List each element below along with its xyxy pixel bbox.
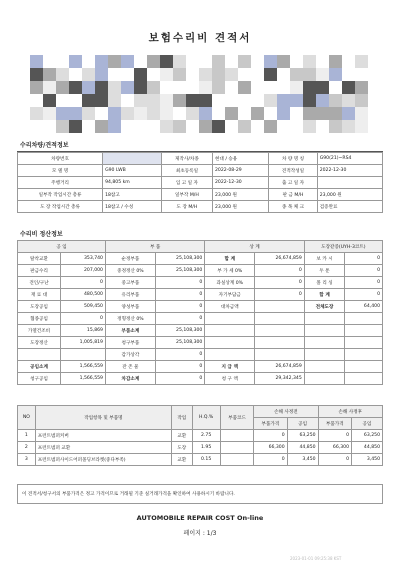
parts-cell: 도장 xyxy=(172,442,192,454)
settle-value: 64,400 xyxy=(345,301,383,313)
mosaic-block xyxy=(186,94,199,107)
parts-cell: 66,300 xyxy=(318,442,351,454)
print-timestamp: 2023-01-01 09:25:38 KST xyxy=(290,556,342,561)
mosaic-block xyxy=(355,55,368,68)
settle-row xyxy=(18,337,383,349)
settle-row xyxy=(18,349,383,361)
settle-label: 과실상계 0% xyxy=(205,277,255,289)
mosaic-block xyxy=(199,68,212,81)
mosaic-block xyxy=(56,107,69,120)
info-value: 2022-12-30 xyxy=(317,165,382,177)
settle-value: 0 xyxy=(61,313,106,325)
mosaic-block xyxy=(238,55,251,68)
parts-cell: 0 xyxy=(254,454,287,466)
info-label: 차 량 명 칭 xyxy=(269,153,317,165)
parts-cell xyxy=(220,430,253,442)
settle-value: 0 xyxy=(155,313,205,325)
mosaic-block xyxy=(329,55,342,68)
info-value: 18참고 / 수성 xyxy=(103,201,162,213)
mosaic-block xyxy=(56,81,69,94)
mosaic-block xyxy=(329,94,342,107)
settle-label: 유리부품 xyxy=(105,289,155,301)
hdr-hq: H.Q.% xyxy=(192,406,220,430)
parts-cell: 프런트범퍼커버 xyxy=(35,430,171,442)
settle-row xyxy=(18,361,383,373)
section-settlement-title: 수리비 정산정보 xyxy=(17,227,383,241)
settle-value: 1,566,559 xyxy=(61,361,106,373)
settle-label: 잔 존 물 xyxy=(105,361,155,373)
parts-cell: 교환 xyxy=(172,430,192,442)
hdr-parts: 부 품 xyxy=(105,241,204,253)
info-value: 검증완료 xyxy=(317,201,382,213)
parts-cell: 44,850 xyxy=(352,442,383,454)
mosaic-block xyxy=(238,81,251,94)
info-label: 모 델 명 xyxy=(18,165,103,177)
info-value: 23,000 원 xyxy=(212,201,268,213)
settle-row xyxy=(18,313,383,325)
parts-row xyxy=(18,454,383,466)
mosaic-block xyxy=(69,107,82,120)
mosaic-block xyxy=(173,94,186,107)
settle-label: 두 툰 xyxy=(304,265,345,277)
settlement-table xyxy=(17,240,383,385)
hdr-own: 손해 사정전 xyxy=(254,406,318,418)
settle-label: 청 구 액 xyxy=(205,373,255,385)
settle-label: 재 료 대 xyxy=(18,289,61,301)
mosaic-block xyxy=(329,68,342,81)
mosaic-block xyxy=(290,94,303,107)
mosaic-block xyxy=(290,68,303,81)
info-value: 18참고 xyxy=(103,189,162,201)
settle-label xyxy=(304,325,345,337)
settle-row xyxy=(18,325,383,337)
settle-label xyxy=(205,313,255,325)
settle-value: 1,005,819 xyxy=(61,337,106,349)
parts-cell: 프런트범퍼 교환 xyxy=(35,442,171,454)
settle-label: 양성부품 xyxy=(105,301,155,313)
settle-value xyxy=(345,325,383,337)
settle-label xyxy=(304,361,345,373)
parts-row xyxy=(18,430,383,442)
parts-cell: 프런트범퍼사이드어퍼몰딩브라켓(중다부족) xyxy=(35,454,171,466)
settle-row xyxy=(18,265,383,277)
settle-label: 협종공임 xyxy=(18,313,61,325)
mosaic-block xyxy=(82,68,95,81)
section-vehicle-info-title: 수리차량/견적정보 xyxy=(17,138,383,152)
mosaic-block xyxy=(95,68,108,81)
parts-row xyxy=(18,442,383,454)
mosaic-block xyxy=(69,81,82,94)
mosaic-block xyxy=(30,55,43,68)
settle-label: 가열건조비 xyxy=(18,325,61,337)
info-value: 2022-08-29 xyxy=(212,165,268,177)
parts-cell: 0 xyxy=(318,430,351,442)
settle-value xyxy=(345,361,383,373)
info-label: 도 장 작업시간 총류 xyxy=(18,201,103,213)
mosaic-block xyxy=(212,55,225,68)
parts-cell: 3,450 xyxy=(352,454,383,466)
mosaic-block xyxy=(121,55,134,68)
settle-value: 0 xyxy=(255,289,305,301)
mosaic-block xyxy=(264,120,277,133)
hdr-code: 부품코드 xyxy=(220,406,253,430)
settle-label: 부품소계 xyxy=(105,325,155,337)
mosaic-block xyxy=(264,68,277,81)
mosaic-block xyxy=(212,68,225,81)
settle-value: 25,108,300 xyxy=(155,325,205,337)
mosaic-block xyxy=(160,68,173,81)
settle-value: 0 xyxy=(155,361,205,373)
settle-value: 0 xyxy=(345,253,383,265)
info-value: 현대 / 승용 xyxy=(212,153,268,165)
info-row xyxy=(18,153,383,165)
info-label: 제작사/차종 xyxy=(161,153,212,165)
mosaic-block xyxy=(355,120,368,133)
mosaic-block xyxy=(95,94,108,107)
info-label: 최초등록일 xyxy=(161,165,212,177)
mosaic-block xyxy=(303,107,316,120)
mosaic-block xyxy=(303,81,316,94)
mosaic-block xyxy=(121,107,134,120)
mosaic-block xyxy=(277,94,290,107)
parts-cell: 3,450 xyxy=(287,454,318,466)
mosaic-block xyxy=(264,94,277,107)
mosaic-block xyxy=(316,81,329,94)
page-number: 페이지 : 1/3 xyxy=(183,530,217,537)
mosaic-block xyxy=(199,107,212,120)
mosaic-block xyxy=(342,107,355,120)
parts-cell: 66,300 xyxy=(254,442,287,454)
info-label: 주행거리 xyxy=(18,177,103,189)
mosaic-block xyxy=(290,81,303,94)
mosaic-block xyxy=(329,120,342,133)
settle-value xyxy=(255,325,305,337)
settle-value: 29,342,345 xyxy=(255,373,305,385)
mosaic-block xyxy=(342,81,355,94)
mosaic-block xyxy=(147,94,160,107)
settle-label: 합 계 xyxy=(304,289,345,301)
mosaic-block xyxy=(212,120,225,133)
mosaic-block xyxy=(212,81,225,94)
settle-label: 자기부담금 xyxy=(205,289,255,301)
settle-label xyxy=(205,349,255,361)
mosaic-block xyxy=(238,120,251,133)
mosaic-block xyxy=(134,94,147,107)
settle-label: 견인/구난 xyxy=(18,277,61,289)
settle-label xyxy=(18,349,61,361)
settle-value xyxy=(255,301,305,313)
info-label: 견적작성일 xyxy=(269,165,317,177)
mosaic-block xyxy=(82,81,95,94)
info-value: 23,000 원 xyxy=(317,189,382,201)
parts-cell: 1.95 xyxy=(192,442,220,454)
parts-cell: 0 xyxy=(254,430,287,442)
settle-label: 청구공임 xyxy=(18,373,61,385)
parts-cell: 0.15 xyxy=(192,454,220,466)
mosaic-block xyxy=(316,68,329,81)
hdr-own-price: 부품가격 xyxy=(254,418,287,430)
hdr-after-price: 부품가격 xyxy=(318,418,351,430)
hdr-after-labor: 공임 xyxy=(352,418,383,430)
mosaic-block xyxy=(277,55,290,68)
settle-value: 480,500 xyxy=(61,289,106,301)
settle-label xyxy=(304,349,345,361)
settle-value: 25,108,300 xyxy=(155,337,205,349)
mosaic-block xyxy=(173,55,186,68)
parts-cell: 1 xyxy=(18,430,36,442)
mosaic-block xyxy=(134,68,147,81)
settle-value: 0 xyxy=(345,277,383,289)
mosaic-block xyxy=(69,55,82,68)
settle-label: 중고부품 xyxy=(105,277,155,289)
parts-cell: 교환 xyxy=(172,454,192,466)
mosaic-block xyxy=(69,120,82,133)
mosaic-block xyxy=(251,107,264,120)
settle-value: 509,450 xyxy=(61,301,106,313)
mosaic-block xyxy=(225,68,238,81)
mosaic-block xyxy=(303,68,316,81)
footer-title: AUTOMOBILE REPAIR COST On-line xyxy=(136,514,264,522)
settle-value xyxy=(345,313,383,325)
settle-row xyxy=(18,253,383,265)
mosaic-block xyxy=(160,94,173,107)
mosaic-block xyxy=(134,107,147,120)
vehicle-info-table xyxy=(17,152,383,213)
settle-row xyxy=(18,289,383,301)
settle-label: 탈착교환 xyxy=(18,253,61,265)
parts-cell: 3 xyxy=(18,454,36,466)
info-label: 일부작 작업시간 총류 xyxy=(18,189,103,201)
mosaic-block xyxy=(342,94,355,107)
mosaic-block xyxy=(173,68,186,81)
document-title: 보험수리비 견적서 xyxy=(148,32,252,44)
info-label: 판 금 M/H xyxy=(269,189,317,201)
settle-label xyxy=(205,337,255,349)
mosaic-block xyxy=(121,81,134,94)
mosaic-block xyxy=(303,94,316,107)
settle-value: 0 xyxy=(345,289,383,301)
settle-value: 0 xyxy=(255,277,305,289)
info-value: 2022-12-30 xyxy=(212,177,268,189)
settle-value xyxy=(345,337,383,349)
settle-row xyxy=(18,277,383,289)
hdr-no: NO xyxy=(18,406,36,430)
settle-value: 0 xyxy=(155,289,205,301)
parts-cell: 2.75 xyxy=(192,430,220,442)
settle-value: 207,000 xyxy=(61,265,106,277)
info-value: 23,000 원 xyxy=(212,189,268,201)
settle-label: 중정정산 0% xyxy=(105,265,155,277)
settle-label: 폴 리 싱 xyxy=(304,277,345,289)
settle-label: 순정부품 xyxy=(105,253,155,265)
mosaic-block xyxy=(160,107,173,120)
mosaic-block xyxy=(264,55,277,68)
settle-value xyxy=(255,337,305,349)
parts-table xyxy=(17,405,383,466)
hdr-item: 작업항목 및 부품명 xyxy=(35,406,171,430)
settle-value: 0 xyxy=(345,265,383,277)
mosaic-block xyxy=(186,107,199,120)
settle-label: 도장공임 xyxy=(18,301,61,313)
settle-label xyxy=(304,373,345,385)
parts-cell: 63,250 xyxy=(352,430,383,442)
settle-value: 1,566,559 xyxy=(61,373,106,385)
settle-label: 보 카 시 xyxy=(304,253,345,265)
hdr-offset: 상 계 xyxy=(205,241,304,253)
mosaic-block xyxy=(108,81,121,94)
info-value xyxy=(103,153,162,165)
mosaic-block xyxy=(303,120,316,133)
price-notice: 이 견적서/청구서의 부품가격은 정고 가격이므로 거래될 기준 실거래가격을 확인하여 사용하시기 바랍니다. xyxy=(17,484,383,504)
mosaic-block xyxy=(316,107,329,120)
mosaic-block xyxy=(43,94,56,107)
info-row xyxy=(18,165,383,177)
mosaic-block xyxy=(303,55,316,68)
settle-row xyxy=(18,373,383,385)
hdr-labor: 공 임 xyxy=(18,241,106,253)
settle-value: 25,108,300 xyxy=(155,265,205,277)
settle-label: 감가상각 xyxy=(105,349,155,361)
mosaic-block xyxy=(108,120,121,133)
settle-value: 26,674,859 xyxy=(255,361,305,373)
mosaic-block xyxy=(30,81,43,94)
mosaic-block xyxy=(108,94,121,107)
settle-label: 청구부품 xyxy=(105,337,155,349)
mosaic-block xyxy=(277,107,290,120)
settle-value: 0 xyxy=(155,277,205,289)
settle-label: 지 급 액 xyxy=(205,361,255,373)
mosaic-block xyxy=(30,107,43,120)
settle-value: 15,869 xyxy=(61,325,106,337)
mosaic-block xyxy=(30,68,43,81)
parts-cell xyxy=(220,442,253,454)
parts-cell: 44,850 xyxy=(287,442,318,454)
mosaic-block xyxy=(329,107,342,120)
mosaic-block xyxy=(160,120,173,133)
mosaic-block xyxy=(355,107,368,120)
mosaic-block xyxy=(225,107,238,120)
settle-value: 353,740 xyxy=(61,253,106,265)
settle-label: 대차금액 xyxy=(205,301,255,313)
settle-value: 0 xyxy=(155,301,205,313)
settle-label xyxy=(205,325,255,337)
mosaic-block xyxy=(342,120,355,133)
parts-cell: 2 xyxy=(18,442,36,454)
settle-value xyxy=(255,313,305,325)
info-label: 출 고 일 자 xyxy=(269,177,317,189)
mosaic-block xyxy=(355,81,368,94)
settle-label: 도장정산 xyxy=(18,337,61,349)
info-value: G90 LWB xyxy=(103,165,162,177)
info-value: 94,805 km xyxy=(103,177,162,189)
mosaic-block xyxy=(82,94,95,107)
settle-label: 합 계 xyxy=(205,253,255,265)
info-label: 종 목 체 크 xyxy=(269,201,317,213)
settle-label: 부 가 세 0% xyxy=(205,265,255,277)
settle-value: 0 xyxy=(155,373,205,385)
settle-label xyxy=(304,337,345,349)
mosaic-block xyxy=(316,94,329,107)
mosaic-block xyxy=(199,120,212,133)
settle-label: 정형정산 0% xyxy=(105,313,155,325)
mosaic-block xyxy=(43,107,56,120)
settle-value xyxy=(345,373,383,385)
hdr-paint: 도장같증(UYH-3코트) xyxy=(304,241,382,253)
settle-value: 25,108,300 xyxy=(155,253,205,265)
settle-value xyxy=(255,349,305,361)
info-value xyxy=(317,177,382,189)
settle-value: 0 xyxy=(155,349,205,361)
info-label: 입 고 일 자 xyxy=(161,177,212,189)
mosaic-block xyxy=(199,94,212,107)
mosaic-block xyxy=(199,81,212,94)
parts-cell: 63,250 xyxy=(287,430,318,442)
settle-label xyxy=(304,313,345,325)
mosaic-block xyxy=(95,55,108,68)
settle-value xyxy=(61,349,106,361)
settle-label: 차감소계 xyxy=(105,373,155,385)
mosaic-block xyxy=(134,81,147,94)
mosaic-block xyxy=(95,120,108,133)
mosaic-block xyxy=(108,107,121,120)
mosaic-block xyxy=(147,81,160,94)
hdr-work: 작업 xyxy=(172,406,192,430)
info-value: G90(21)~RS4 xyxy=(317,153,382,165)
settle-label: 전체도장 xyxy=(304,301,345,313)
parts-cell xyxy=(220,454,253,466)
settle-value xyxy=(345,349,383,361)
mosaic-block xyxy=(56,120,69,133)
parts-cell: 0 xyxy=(318,454,351,466)
mosaic-block xyxy=(160,55,173,68)
mosaic-block xyxy=(95,81,108,94)
mosaic-block xyxy=(147,107,160,120)
info-row xyxy=(18,201,383,213)
settle-label: 판금수리 xyxy=(18,265,61,277)
mosaic-block xyxy=(43,81,56,94)
hdr-own-labor: 공임 xyxy=(287,418,318,430)
info-label: 일부작 M/H xyxy=(161,189,212,201)
info-row xyxy=(18,177,383,189)
mosaic-block xyxy=(108,55,121,68)
mosaic-block xyxy=(355,94,368,107)
info-row xyxy=(18,189,383,201)
settle-row xyxy=(18,301,383,313)
mosaic-block xyxy=(82,107,95,120)
info-label: 도 장 M/H xyxy=(161,201,212,213)
mosaic-block xyxy=(173,120,186,133)
settle-label: 공임소계 xyxy=(18,361,61,373)
settle-value: 0 xyxy=(61,277,106,289)
hdr-after: 손해 사정후 xyxy=(318,406,382,418)
mosaic-block xyxy=(43,68,56,81)
settle-value: 0 xyxy=(255,265,305,277)
mosaic-block xyxy=(147,55,160,68)
mosaic-block xyxy=(56,68,69,81)
info-label: 차량번호 xyxy=(18,153,103,165)
settle-value: 26,674,859 xyxy=(255,253,305,265)
